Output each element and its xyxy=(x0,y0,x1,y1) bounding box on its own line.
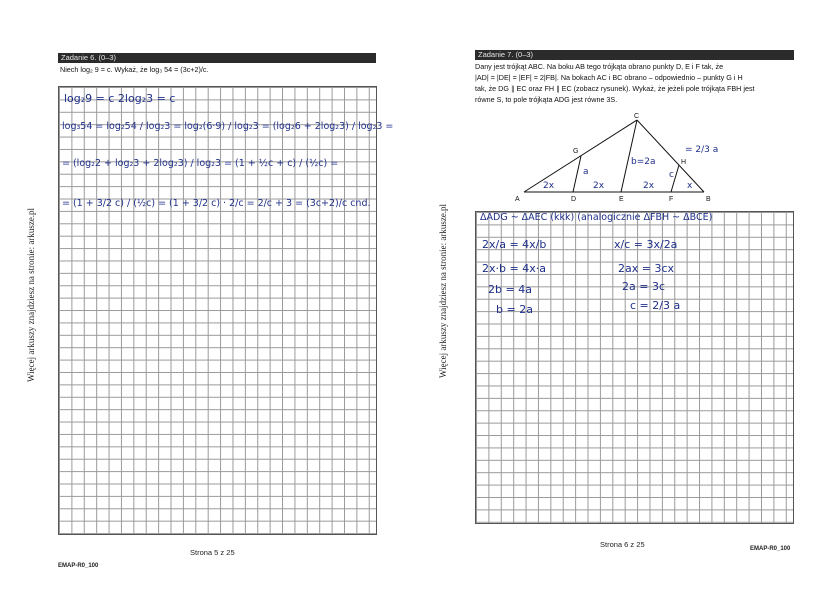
label-fh-c: c xyxy=(669,170,674,180)
task-statement: Niech log₂ 9 = c. Wykaż, że log₃ 54 = (3c+2)/c. xyxy=(60,65,209,74)
label-fh-value: = 2/3 a xyxy=(685,145,719,155)
label-dg-a: a xyxy=(583,167,589,177)
page-number: Strona 6 z 25 xyxy=(600,540,645,549)
label-g: G xyxy=(573,148,579,155)
side-note: Więcej arkuszy znajdziesz na stronie: arkusze.pl xyxy=(438,203,448,378)
segment-ec xyxy=(621,120,637,192)
handwriting-step-3: 2b = 4a xyxy=(488,283,532,296)
seg-label-de: 2x xyxy=(593,181,605,191)
side-note: Więcej arkuszy znajdziesz na stronie: arkusze.pl xyxy=(26,207,36,382)
task-line: Dany jest trójkąt ABC. Na boku AB tego trójkąta obrano punkty D, E i F tak, że xyxy=(475,62,724,71)
task-header: Zadanie 6. (0–3) xyxy=(58,53,376,63)
handwriting-ratio-1: 2x/a = 4x/b xyxy=(482,238,547,251)
exam-code: EMAP-R0_100 xyxy=(58,563,99,569)
handwriting-step-8: c = 2/3 a xyxy=(630,299,681,312)
label-ec-b: b=2a xyxy=(631,157,656,167)
exam-code: EMAP-R0_100 xyxy=(750,546,791,552)
handwriting-step-2: 2x·b = 4x·a xyxy=(482,262,546,275)
label-b: B xyxy=(706,196,711,203)
label-e: E xyxy=(619,196,624,203)
handwriting-step-7: 2a = 3c xyxy=(622,280,665,293)
label-a: A xyxy=(515,196,520,203)
label-f: F xyxy=(669,196,674,203)
task-line: równe S, to pole trójkąta ADG jest równe 3S. xyxy=(475,95,618,104)
handwriting-line-1: log₂9 = c 2log₂3 = c xyxy=(64,92,176,105)
handwriting-step-6: 2ax = 3cx xyxy=(618,262,675,275)
handwriting-similarity: ΔADG ~ ΔAEC (kkk) (analogicznie ΔFBH ~ ΔBCE) xyxy=(480,212,713,223)
seg-label-fb: x xyxy=(687,181,693,191)
handwriting-ratio-2: x/c = 3x/2a xyxy=(614,238,678,251)
task-line: tak, że DG ∥ EC oraz FH ∥ EC (zobacz rysunek). Wykaż, że jeżeli pole trójkąta FBH jest xyxy=(475,84,755,93)
seg-label-ef: 2x xyxy=(643,181,655,191)
right-page xyxy=(414,0,828,595)
triangle-figure xyxy=(509,112,729,207)
segment-dg xyxy=(573,156,581,192)
handwriting-line-4: = (1 + 3/2 c) / (½c) = (1 + 3/2 c) · 2/c = 2/c + 3 = (3c+2)/c cnd. xyxy=(62,198,371,209)
page-number: Strona 5 z 25 xyxy=(190,548,235,557)
label-c: C xyxy=(634,113,640,120)
handwriting-line-2: log₃54 = log₂54 / log₂3 = log₂(6·9) / log₂3 = (log₂6 + 2log₂3) / log₂3 = xyxy=(62,121,394,132)
handwriting-line-3: = (log₂2 + log₂3 + 2log₂3) / log₂3 = (1 + ½c + c) / (½c) = xyxy=(62,158,339,169)
task-line: |AD| = |DE| = |EF| = 2|FB|. Na bokach AC i BC obrano – odpowiednio – punkty G i H xyxy=(475,73,743,82)
label-d: D xyxy=(571,196,577,203)
seg-label-ad: 2x xyxy=(543,181,555,191)
task-header: Zadanie 7. (0–3) xyxy=(475,50,794,60)
handwriting-step-4: b = 2a xyxy=(496,303,533,316)
label-h: H xyxy=(681,159,687,166)
answer-grid xyxy=(58,86,377,535)
answer-grid xyxy=(475,211,794,524)
task-statement xyxy=(475,61,755,105)
